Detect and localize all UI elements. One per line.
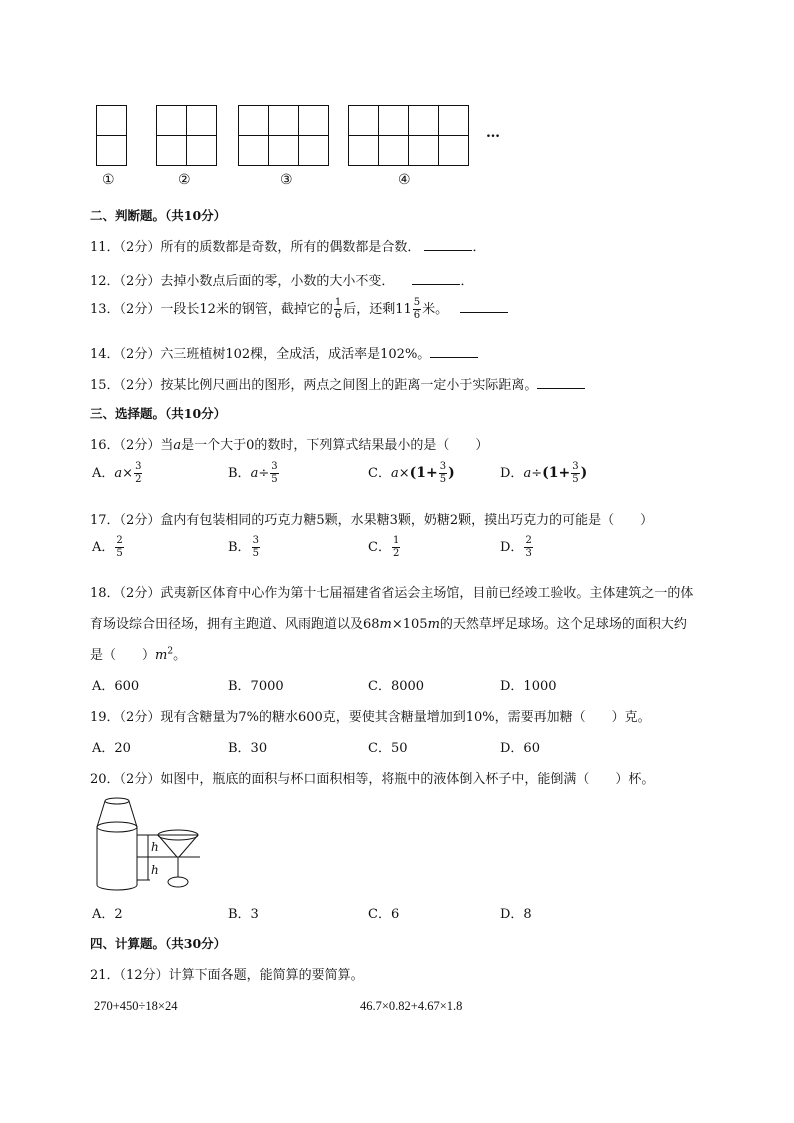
variable-a: a: [523, 466, 532, 481]
denominator: 6: [334, 310, 342, 321]
grid-4-cell: [408, 105, 439, 136]
grid-1-cell: [96, 105, 127, 136]
question-15: [90, 374, 585, 393]
fraction: [334, 298, 342, 321]
grid-3-cell: [268, 135, 299, 166]
grid-2-cell: [186, 105, 217, 136]
grid-3-cell: [238, 105, 269, 136]
option-label: B．: [228, 540, 251, 555]
grid-3-cell: [238, 135, 269, 166]
grid-4-cell: [378, 135, 409, 166]
grid-4-cell: [438, 135, 469, 166]
question-14: [90, 343, 478, 362]
variable-a: a: [390, 466, 399, 481]
grid-3-cell: [268, 105, 299, 136]
option-16-b[interactable]: [228, 462, 280, 485]
grid-2-cell: [186, 135, 217, 166]
question-number: 19．（2分）: [90, 710, 161, 725]
unit-m: m: [427, 617, 440, 632]
option-label: D．: [500, 466, 524, 481]
question-11: [90, 236, 486, 255]
denominator: 5: [271, 474, 278, 485]
option-16-a[interactable]: [92, 462, 143, 485]
answer-blank[interactable]: [537, 376, 585, 389]
question-number: 11．（2分）: [90, 240, 161, 255]
question-13: [90, 298, 508, 321]
grid-4-cell: [408, 135, 439, 166]
expression-2: 46.7×0.82+4.67×1.8: [360, 999, 463, 1013]
question-text: 武夷新区体育中心作为第十七届福建省省运会主场馆，目前已经竣工验收。主体建筑之一的体: [160, 586, 694, 601]
question-number: 13．（2分）: [90, 302, 161, 317]
question-number: 14．（2分）: [90, 347, 161, 362]
grid-2-cell: [156, 105, 187, 136]
option-17-b[interactable]: [228, 536, 261, 559]
numerator: 3: [135, 461, 142, 472]
expression-1: 270+450÷18×24: [94, 999, 178, 1013]
option-label: C．: [368, 540, 391, 555]
fraction: [392, 536, 400, 559]
question-text: 现有含糖量为7%的糖水600克，要使其含糖量增加到10%，需要再加糖（ ）克。: [160, 710, 651, 725]
option-label: A．: [92, 540, 115, 555]
operator: ×: [398, 466, 410, 481]
question-12: [90, 270, 474, 289]
superscript: 2: [167, 646, 174, 657]
question-number: 16．（2分）: [90, 438, 161, 453]
numerator: 1: [334, 297, 342, 308]
figure-ellipsis: …: [486, 125, 500, 141]
option-16-c[interactable]: [368, 462, 455, 485]
numerator: 5: [413, 297, 421, 308]
variable-a: a: [114, 466, 123, 481]
numerator: 2: [116, 535, 123, 546]
grid-4-cell: [378, 105, 409, 136]
grid-4-cell: [438, 105, 469, 136]
label-h-upper: h: [151, 840, 159, 854]
question-tail: ．: [472, 240, 486, 255]
question-text: 是（ ）: [90, 648, 156, 663]
fraction: [439, 462, 447, 485]
fraction: [270, 462, 278, 485]
option-20-a[interactable]: A．2: [92, 907, 123, 922]
grid-1-cell: [96, 135, 127, 166]
paren-open: (1+: [409, 465, 438, 481]
option-17-d[interactable]: [500, 536, 534, 559]
question-text: 米。: [422, 302, 449, 317]
question-text: 是一个大于0的数时，下列算式结果最小的是（ ）: [181, 438, 489, 453]
answer-blank[interactable]: [424, 238, 472, 251]
label-h-lower: h: [151, 863, 159, 877]
question-19: [90, 706, 651, 725]
question-18-line-1: [90, 582, 693, 601]
question-text: 如图中，瓶底的面积与杯口面积相等，将瓶中的液体倒入杯子中，能倒满（ ）杯。: [160, 772, 655, 787]
fraction: [252, 536, 260, 559]
question-text: 后，还剩11: [343, 302, 412, 317]
grid-2-cell: [156, 135, 187, 166]
question-18-line-3: [90, 644, 186, 663]
figure-label-2: ②: [178, 172, 191, 188]
answer-blank[interactable]: [460, 300, 508, 313]
question-text: 当: [160, 438, 174, 453]
paren-close: ): [448, 465, 455, 481]
numerator: 3: [271, 461, 278, 472]
grid-4-cell: [348, 135, 379, 166]
bottle-top-ellipse: [105, 798, 129, 804]
question-text: 按某比例尺画出的图形，两点之间图上的距离一定小于实际距离。: [160, 378, 538, 393]
option-17-a[interactable]: [92, 536, 125, 559]
option-19-c[interactable]: C．50: [368, 741, 408, 756]
question-text: 六三班植树102棵，全成活，成活率是102%。: [160, 347, 431, 362]
denominator: 2: [135, 474, 142, 485]
section-2-title: 二、判断题。（共10分）: [90, 208, 227, 223]
question-18-line-2: [90, 613, 687, 632]
option-19-a[interactable]: A．20: [92, 741, 131, 756]
question-text: 的天然草坪足球场。这个足球场的面积大约: [439, 617, 687, 632]
denominator: 5: [572, 474, 579, 485]
fraction: [524, 536, 532, 559]
question-16: [90, 434, 488, 453]
option-label: A．: [92, 466, 115, 481]
section-4-title: 四、计算题。（共30分）: [90, 936, 227, 951]
question-text: 去掉小数点后面的零，小数的大小不变．: [160, 274, 395, 289]
option-16-d[interactable]: [500, 462, 587, 485]
numerator: 3: [252, 535, 259, 546]
operator: ×: [122, 466, 134, 481]
fraction: [115, 536, 123, 559]
question-text: 一段长12米的钢管，截掉它的: [160, 302, 333, 317]
answer-blank[interactable]: [412, 272, 460, 285]
denominator: 2: [392, 548, 400, 559]
question-text: 育场设综合田径场，拥有主跑道、风雨跑道以及68: [90, 617, 380, 632]
question-number: 21．（12分）: [90, 968, 169, 983]
grid-3-cell: [298, 105, 329, 136]
question-number: 17．（2分）: [90, 513, 161, 528]
unit-m: m: [379, 617, 392, 632]
figure-label-1: ①: [102, 172, 115, 188]
question-text: ×105: [391, 617, 428, 632]
question-number: 18．（2分）: [90, 586, 161, 601]
question-tail: ．: [460, 274, 474, 289]
operator: ÷: [531, 466, 543, 481]
denominator: 5: [252, 548, 259, 559]
option-19-b[interactable]: B．30: [228, 741, 268, 756]
option-label: B．: [228, 466, 251, 481]
numerator: 1: [392, 535, 400, 546]
glass-cone-right: [179, 835, 198, 857]
option-18-a[interactable]: A．600: [92, 679, 140, 694]
fraction: [571, 462, 579, 485]
denominator: 5: [439, 474, 447, 485]
glass-cone-left: [158, 835, 177, 857]
variable-a: a: [173, 438, 182, 453]
option-18-d[interactable]: D．1000: [500, 679, 557, 694]
option-label: C．: [368, 466, 391, 481]
question-text: 所有的质数都是奇数，所有的偶数都是合数．: [160, 240, 421, 255]
question-20: [90, 768, 654, 787]
grid-4-cell: [348, 105, 379, 136]
option-20-c[interactable]: C．6: [368, 907, 400, 922]
paren-open: (1+: [542, 465, 571, 481]
operator: ÷: [258, 466, 270, 481]
figure-label-4: ④: [398, 172, 411, 188]
numerator: 3: [439, 461, 447, 472]
bottle-shoulder-ellipse: [97, 822, 137, 832]
grid-3-cell: [298, 135, 329, 166]
option-20-b[interactable]: B．3: [228, 907, 259, 922]
fraction: [134, 462, 142, 485]
denominator: 6: [413, 310, 421, 321]
paren-close: ): [580, 465, 588, 481]
denominator: 5: [116, 548, 123, 559]
option-20-d[interactable]: D．8: [500, 907, 532, 922]
fraction: [413, 298, 421, 321]
glass-base: [168, 877, 188, 887]
option-18-b[interactable]: B．7000: [228, 679, 284, 694]
question-text: 盒内有包装相同的巧克力糖5颗，水果糖3颗，奶糖2颗，摸出巧克力的可能是（ ）: [160, 513, 654, 528]
option-18-c[interactable]: C．8000: [368, 679, 425, 694]
question-number: 12．（2分）: [90, 274, 161, 289]
question-text: 。: [173, 648, 187, 663]
question-text: 计算下面各题，能简算的要简算。: [168, 968, 364, 983]
question-17: [90, 509, 653, 528]
answer-blank[interactable]: [430, 345, 478, 358]
question-21: [90, 964, 364, 983]
question-number: 20．（2分）: [90, 772, 161, 787]
bottle-bottom: [97, 885, 137, 890]
denominator: 3: [525, 548, 532, 559]
unit-m: m: [155, 648, 168, 663]
variable-a: a: [250, 466, 259, 481]
section-3-title: 三、选择题。（共10分）: [90, 406, 227, 421]
option-label: D．: [500, 540, 524, 555]
numerator: 3: [572, 461, 579, 472]
option-17-c[interactable]: [368, 536, 401, 559]
question-number: 15．（2分）: [90, 378, 161, 393]
option-19-d[interactable]: D．60: [500, 741, 540, 756]
figure-label-3: ③: [280, 172, 293, 188]
numerator: 2: [525, 535, 532, 546]
